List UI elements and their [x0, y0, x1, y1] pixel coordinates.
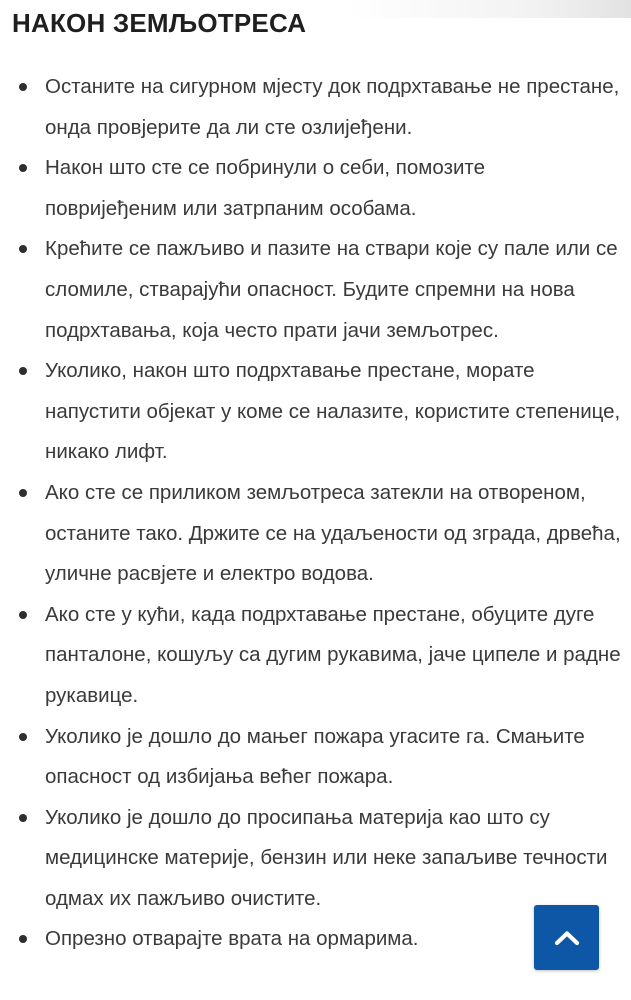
list-item	[0, 595, 631, 717]
scroll-to-top-button[interactable]	[534, 905, 599, 970]
list-item-text: Опрезно отварајте врата на ормарима.	[45, 927, 419, 951]
list-item	[0, 798, 631, 920]
list-item	[0, 67, 631, 148]
list-item	[0, 351, 631, 473]
list-item-text: Уколико, након што подрхтавање престане, морате напустити објекат у коме се налазите, користите степенице, никако лифт.	[45, 359, 621, 464]
list-item	[0, 717, 631, 798]
bullet-icon	[19, 367, 27, 375]
bullet-icon	[19, 611, 27, 619]
list-item	[0, 229, 631, 351]
advice-list	[0, 67, 631, 960]
bullet-icon	[19, 733, 27, 741]
list-item-text: Уколико је дошло до просипања материја као што су медицинске материје, бензин или неке запаљиве течности одмах их пажљиво очистите.	[45, 805, 608, 910]
bullet-icon	[19, 245, 27, 253]
bullet-icon	[19, 489, 27, 497]
list-item-text: Останите на сигурном мјесту док подрхтавање не престане, онда провјерите да ли сте озлијеђени.	[45, 75, 620, 139]
list-item	[0, 473, 631, 595]
page-heading: НАКОН ЗЕМЉОТРЕСА	[12, 8, 307, 38]
chevron-up-icon	[554, 930, 580, 946]
bullet-icon	[19, 164, 27, 172]
list-item-text: Крећите се пажљиво и пазите на ствари које су пале или се сломиле, стварајући опасност. Будите спремни на нова подрхтавања, која често прати јачи земљотрес.	[45, 237, 618, 342]
list-item-text: Ако сте у кући, када подрхтавање престане, обуците дуге панталоне, кошуљу са дугим рукавима, јаче ципеле и радне рукавице.	[45, 602, 621, 707]
list-item-text: Ако сте се приликом земљотреса затекли на отвореном, останите тако. Држите се на удаљености од зграда, дрвећа, уличне расвјете и електро водова.	[45, 480, 621, 586]
bullet-icon	[19, 814, 27, 822]
list-item	[0, 148, 631, 229]
bullet-icon	[19, 83, 27, 91]
bullet-icon	[19, 935, 27, 943]
list-item-text: Након што сте се побринули о себи, помозите повријеђеним или затрпаним особама.	[45, 156, 485, 220]
list-item-text: Уколико је дошло до мањег пожара угасите га. Смањите опасност од избијања већег пожара.	[45, 724, 585, 789]
